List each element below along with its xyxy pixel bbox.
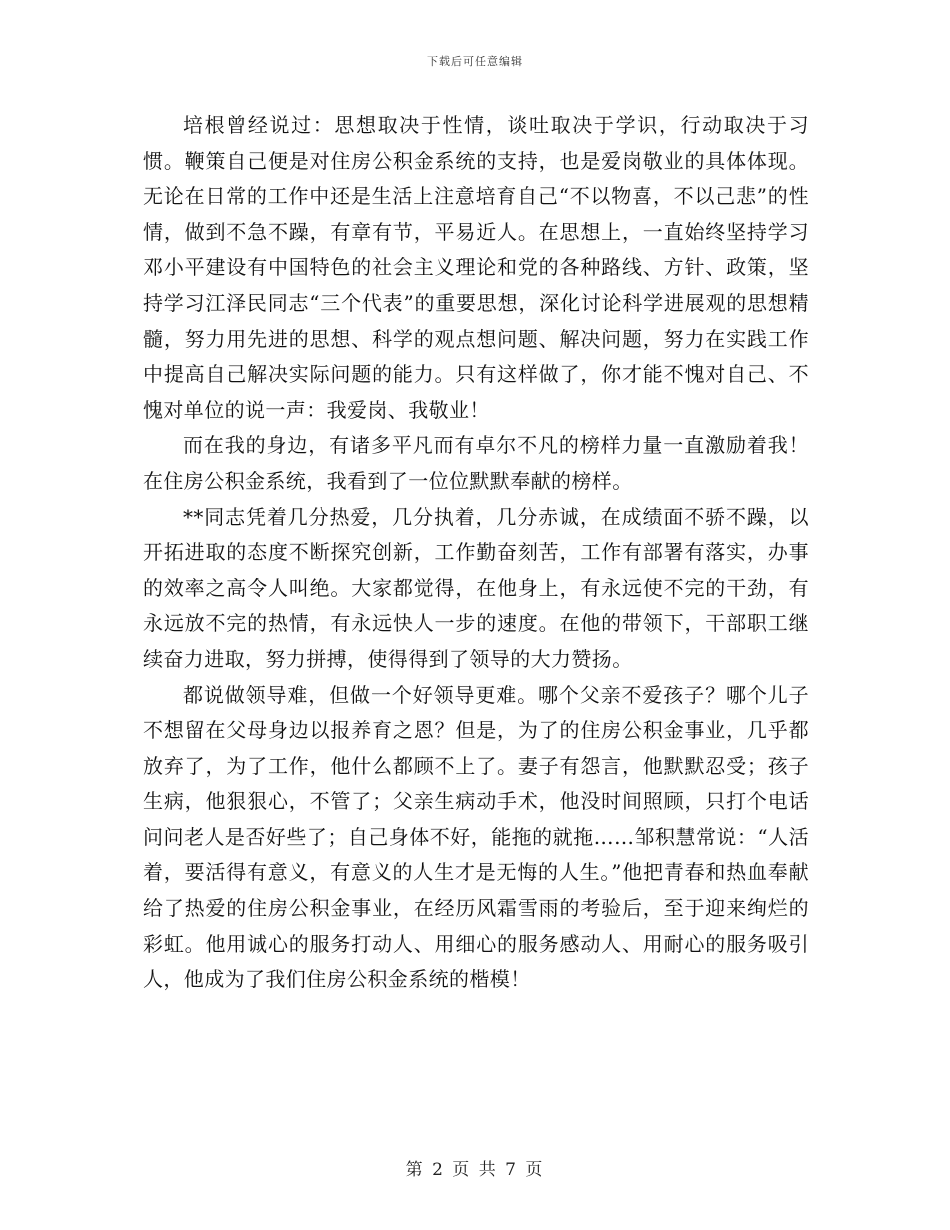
paragraph-2: 而在我的身边，有诸多平凡而有卓尔不凡的榜样力量一直激励着我！在住房公积金系统，我看到了一位位默默奉献的榜样。 [143,433,809,493]
paragraph-1: 培根曾经说过：思想取决于性情，谈吐取决于学识，行动取决于习惯。鞭策自己便是对住房公积金系统的支持，也是爱岗敬业的具体体现。无论在日常的工作中还是生活上注意培育自己“不以物喜，不以己悲”的性情，做到不急不躁，有章有节，平易近人。在思想上，一直始终坚持学习邓小平建设有中国特色的社会主义理论和党的各种路线、方针、政策，坚持学习江泽民同志“三个代表”的重要思想，深化讨论科学进展观的思想精髓，努力用先进的思想、科学的观点想问题、解决问题，努力在实践工作中提高自己解决实际问题的能力。只有这样做了，你才能不愧对自己、不愧对单位的说一声：我爱岗、我敬业！ [143,113,809,422]
page-number-footer: 第 2 页 共 7 页 [405,1160,545,1180]
paragraph-3: **同志凭着几分热爱，几分执着，几分赤诚，在成绩面不骄不躁，以开拓进取的态度不断探究创新，工作勤奋刻苦，工作有部署有落实，办事的效率之高令人叫绝。大家都觉得，在他身上，有永远使不完的干劲，有永远放不完的热情，有永远快人一步的速度。在他的带领下，干部职工继续奋力进取，努力拼搏，使得得到了领导的大力赞扬。 [143,504,809,671]
paragraph-4: 都说做领导难，但做一个好领导更难。哪个父亲不爱孩子？哪个儿子不想留在父母身边以报养育之恩？但是，为了的住房公积金事业，几乎都放弃了，为了工作，他什么都顾不上了。妻子有怨言，他默默忍受；孩子生病，他狠狠心，不管了；父亲生病动手术，他没时间照顾，只打个电话问问老人是否好些了；自己身体不好，能拖的就拖……邹积慧常说：“人活着，要活得有意义，有意义的人生才是无悔的人生。”他把青春和热血奉献给了热爱的住房公积金事业，在经历风霜雪雨的考验后，至于迎来绚烂的彩虹。他用诚心的服务打动人、用细心的服务感动人、用耐心的服务吸引人，他成为了我们住房公积金系统的楷模！ [143,682,809,992]
body-text [143,108,809,998]
page-header-note: 下载后可任意编辑 [427,55,523,68]
